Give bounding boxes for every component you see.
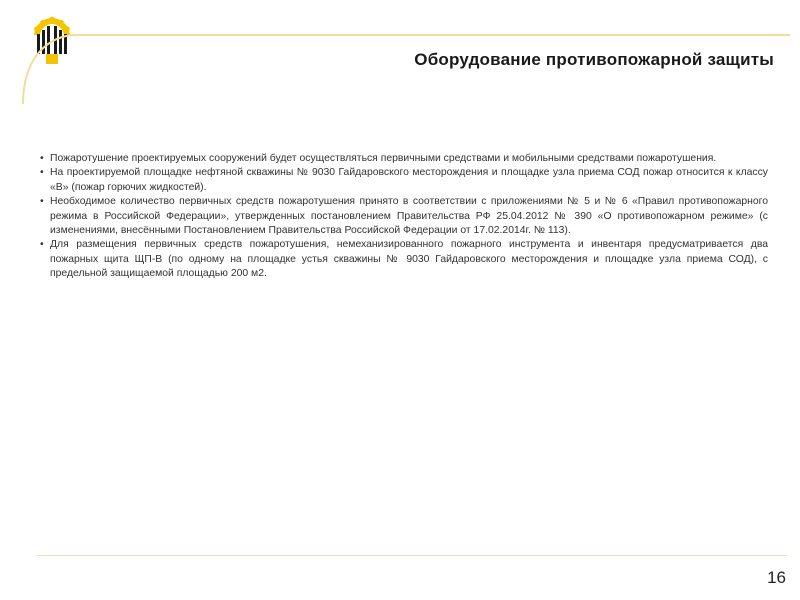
list-item — [40, 152, 768, 166]
bullet-marker: • — [40, 167, 44, 179]
list-item-text: Необходимое количество первичных средств пожаротушения принято в соответствии с приложениями № 5 и № 6 «Правил противопожарного режима в Российской Федерации», утвержденных постановлением Правительства РФ 25.04.2012 № 390 «О противопожарном режиме» (с изменениями, внесёнными Постановлением Правительства Российской Федерации от 17.02.2014г. № 113). — [50, 196, 768, 237]
page-title: Оборудование противопожарной защиты — [414, 50, 774, 69]
list-item-text: На проектируемой площадке нефтяной скважины № 9030 Гайдаровского месторождения и площадке узла приема СОД пожар относится к классу «В» (пожар горючих жидкостей). — [50, 167, 768, 193]
header-frame-arc — [22, 34, 92, 104]
content-body — [40, 152, 768, 282]
bullet-marker: • — [40, 196, 44, 208]
header-frame-line — [74, 34, 790, 36]
list-item — [40, 195, 768, 238]
page-number: 16 — [767, 568, 786, 587]
footer-divider — [36, 555, 788, 556]
bullet-marker: • — [40, 153, 44, 164]
list-item-text: Для размещения первичных средств пожаротушения, немеханизированного пожарного инструмента и инвентаря предусматривается два пожарных щита ЩП-В (по одному на площадке устья скважины № 9030 Гайдаровского месторождения и площадке узла приема СОД), с предельной защищаемой площадью 200 м2. — [50, 239, 768, 280]
list-item — [40, 166, 768, 195]
list-item — [40, 238, 768, 281]
list-item-text: Пожаротушение проектируемых сооружений будет осуществляться первичными средствами и мобильными средствами пожаротушения. — [50, 153, 717, 164]
bullet-marker: • — [40, 239, 44, 251]
